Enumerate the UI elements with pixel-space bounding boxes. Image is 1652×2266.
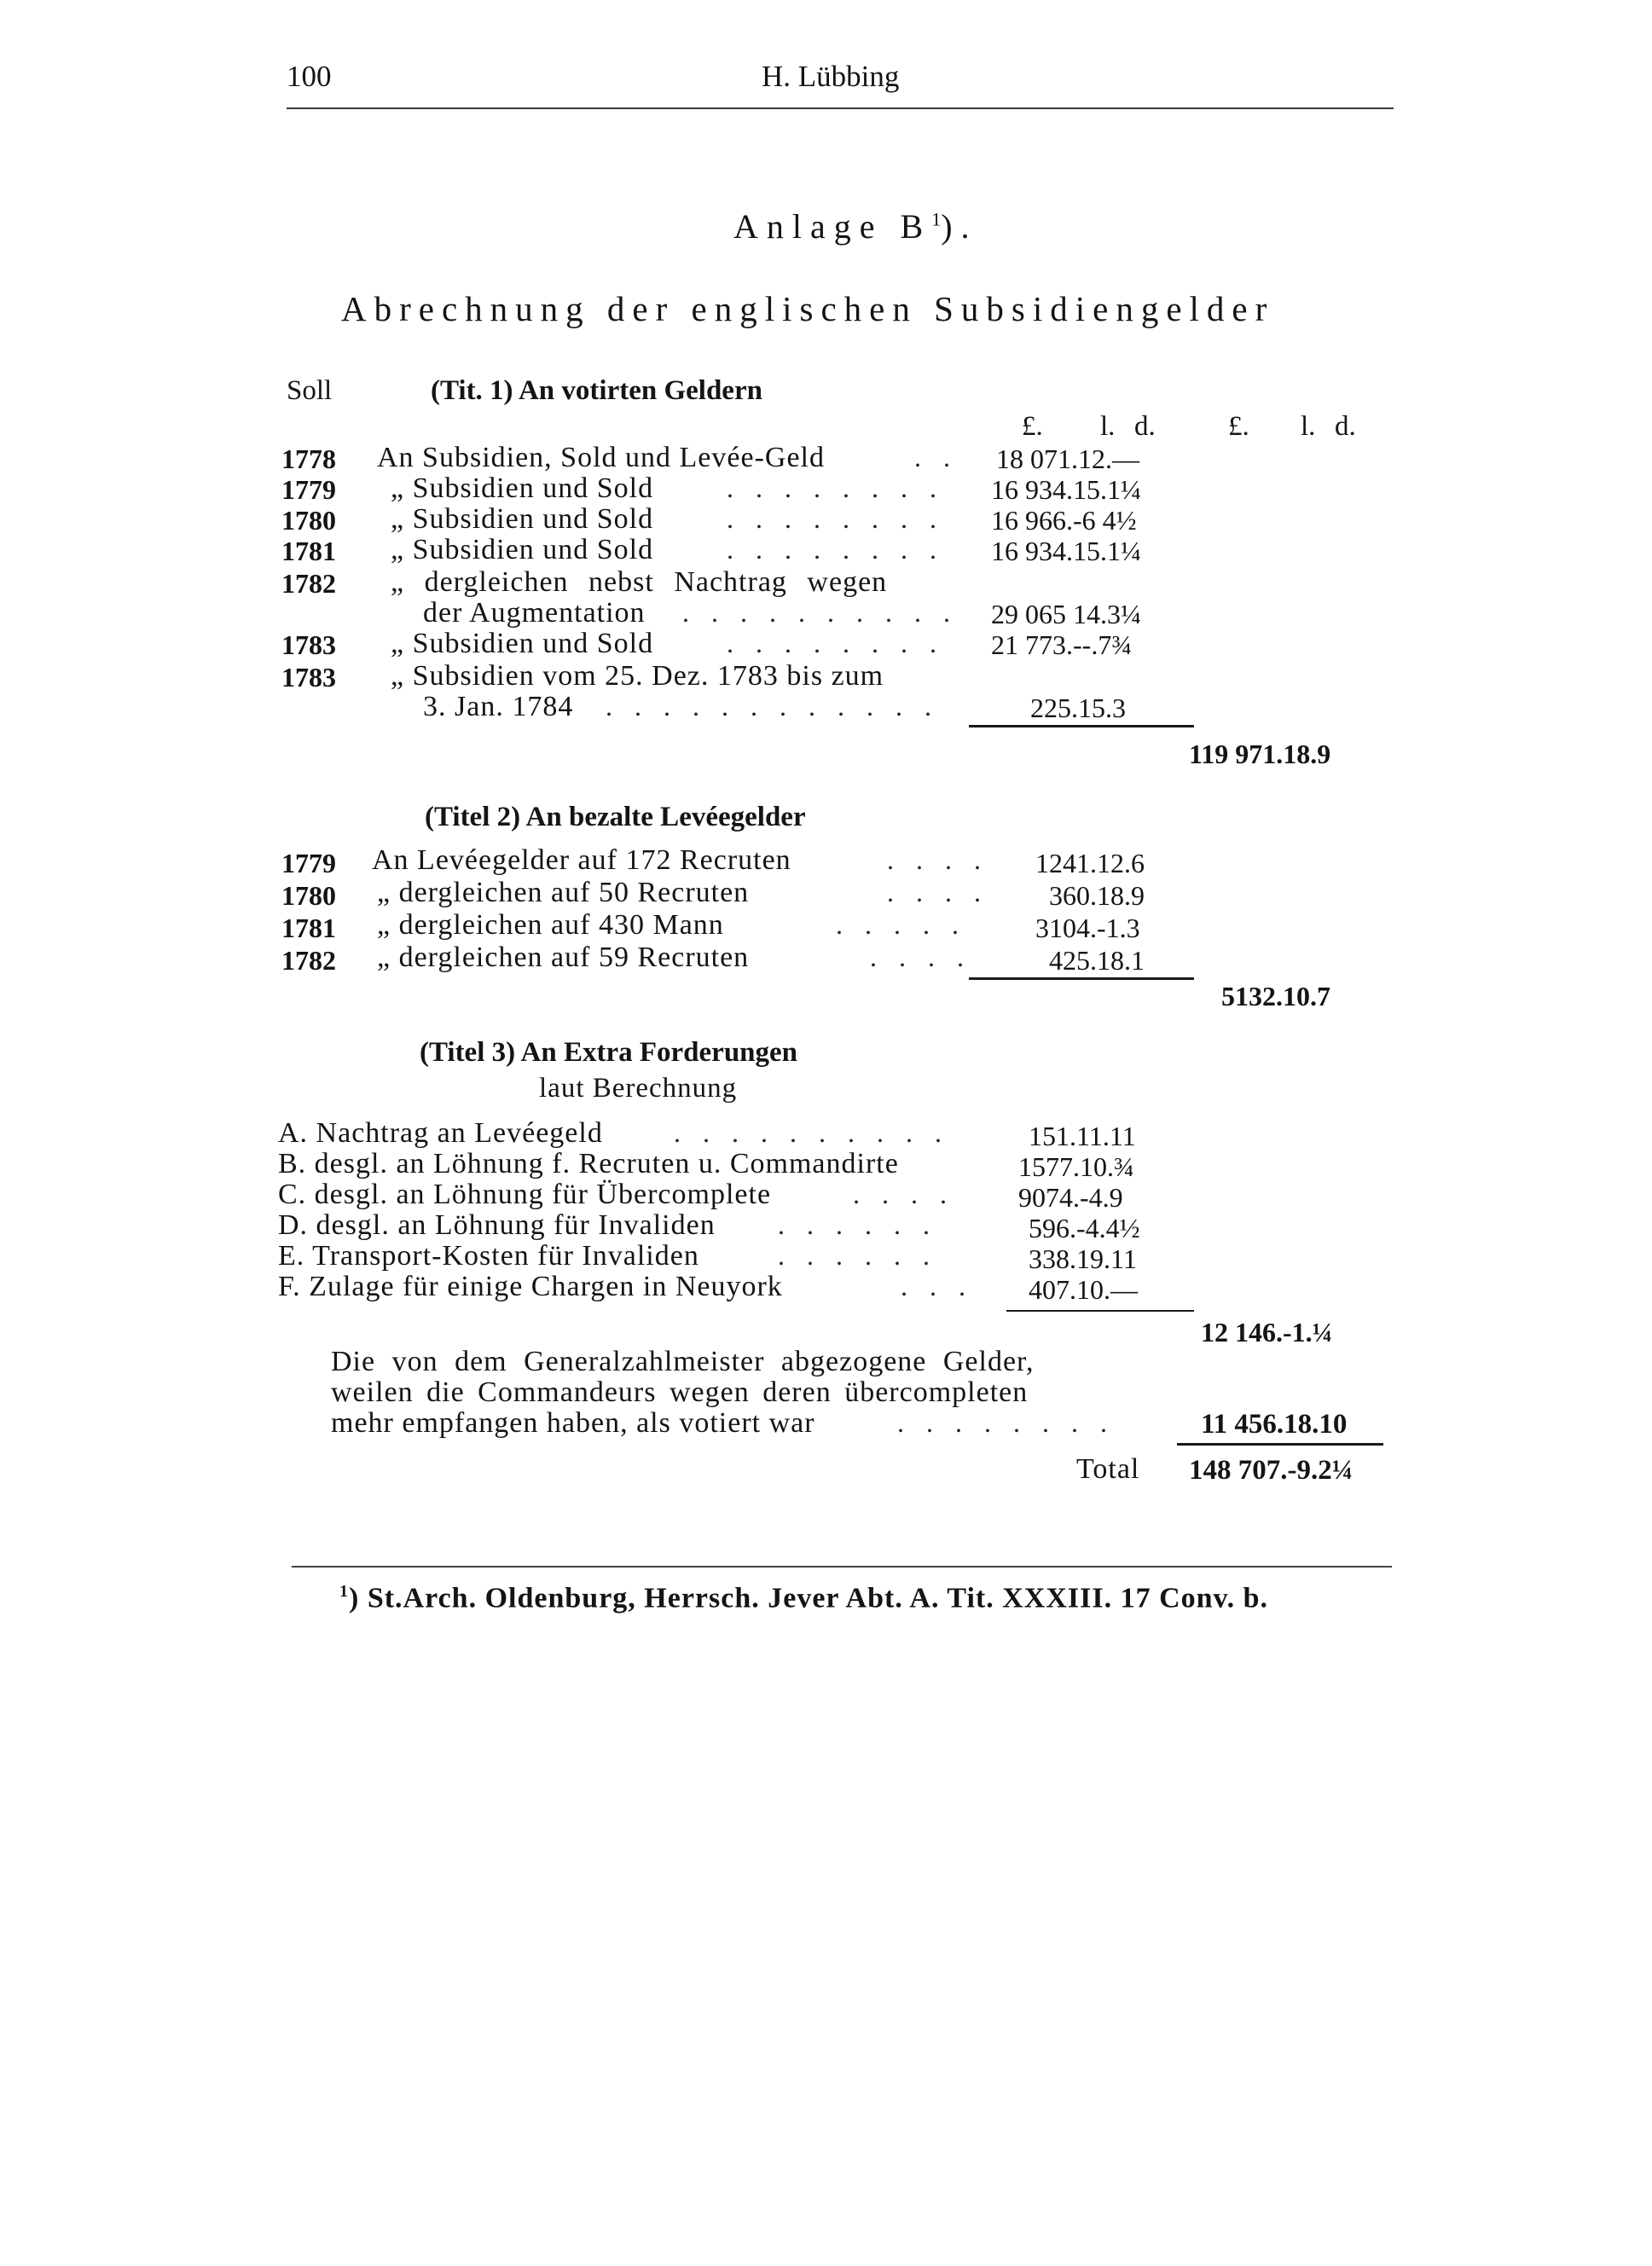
running-title: H. Lübbing	[762, 60, 900, 93]
table-row-amount: 1577.10.¾	[1018, 1151, 1134, 1182]
col-shilling: l.	[1100, 411, 1116, 442]
leader-dots: . . . . . . . . . .	[682, 597, 958, 628]
leader-dots: . . . . . .	[778, 1240, 937, 1271]
deduction-amount: 11 456.18.10	[1201, 1409, 1348, 1440]
leader-dots: . . . . . . . .	[727, 534, 944, 565]
table-row-amount: 360.18.9	[1049, 880, 1145, 911]
grand-total-label: Total	[1076, 1453, 1140, 1485]
leader-dots: . . . . . . . . . .	[674, 1117, 949, 1148]
leader-dots: . . . .	[887, 844, 988, 875]
leader-dots: . . . . . . . . . . . .	[606, 691, 939, 722]
col-shilling-2: l.	[1301, 411, 1316, 442]
section3-heading: (Titel 3) An Extra Forderungen	[420, 1037, 798, 1068]
table-row-year: 1782	[281, 945, 336, 976]
section1-total: 119 971.18.9	[1189, 739, 1331, 769]
table-row-amount: 225.15.3	[1030, 693, 1126, 723]
table-row-text: „ Subsidien und Sold	[391, 628, 654, 659]
sum-rule	[1177, 1443, 1383, 1446]
header-rule	[287, 107, 1394, 109]
section2-heading: (Titel 2) An bezalte Levéegelder	[425, 802, 806, 832]
table-row-amount: 18 071.12.—	[996, 443, 1139, 474]
table-row-amount: 596.-4.4½	[1029, 1213, 1140, 1243]
leader-dots: . . . .	[887, 877, 988, 907]
page-title: Abrechnung der englischen Subsidiengelder	[341, 289, 1275, 328]
table-row-amount: 16 966.-6 4½	[991, 505, 1137, 536]
table-row-year: 1780	[281, 505, 336, 536]
leader-dots: . . . . . .	[778, 1209, 937, 1240]
deduction-line: Die von dem Generalzahlmeister abgezogene Gelder,	[331, 1346, 1035, 1377]
table-row-year: 1778	[281, 443, 336, 474]
table-row-text: B. desgl. an Löhnung f. Recruten u. Commandirte	[278, 1148, 899, 1179]
leader-dots: . . . . . . . .	[727, 628, 944, 658]
table-row-text-continued: der Augmentation	[423, 597, 646, 629]
table-row-year: 1783	[281, 629, 336, 660]
col-pound: £.	[1022, 411, 1043, 442]
table-row-text: „ dergleichen nebst Nachtrag wegen	[391, 566, 888, 598]
col-pence-2: d.	[1335, 411, 1356, 442]
table-row-amount: 425.18.1	[1049, 945, 1145, 976]
table-row-year: 1780	[281, 880, 336, 911]
leader-dots: . . . . .	[836, 909, 966, 940]
table-row-text: A. Nachtrag an Levéegeld	[278, 1117, 603, 1149]
table-row-amount: 9074.-4.9	[1018, 1182, 1123, 1213]
section3-total: 12 146.-1.¼	[1201, 1317, 1333, 1347]
table-row-amount: 29 065 14.3¼	[991, 599, 1141, 629]
table-row-amount: 21 773.--.7¾	[991, 629, 1133, 660]
table-row-text: An Subsidien, Sold und Levée-Geld	[377, 442, 825, 473]
table-row-year: 1783	[281, 662, 336, 693]
table-row-text: „ dergleichen auf 59 Recruten	[377, 942, 750, 973]
table-row-text: An Levéegelder auf 172 Recruten	[372, 844, 791, 876]
appendix-label: Anlage $B^1$).	[733, 207, 978, 246]
sum-rule	[969, 977, 1194, 980]
table-row-text-continued: 3. Jan. 1784	[423, 691, 574, 722]
table-row-amount: 338.19.11	[1029, 1243, 1137, 1274]
leader-dots: . . . .	[853, 1179, 954, 1209]
deduction-line: weilen die Commandeurs wegen deren übercompleten	[331, 1376, 1029, 1408]
table-row-text: „ dergleichen auf 430 Mann	[377, 909, 724, 941]
leader-dots: . . . .	[870, 942, 971, 972]
section3-subheading: laut Berechnung	[539, 1073, 738, 1104]
table-row-amount: 1241.12.6	[1035, 848, 1145, 878]
col-pound-2: £.	[1228, 411, 1249, 442]
footnote: $^1$) St.Arch. Oldenburg, Herrsch. Jever Abt. A. Tit. XXXIII. 17 Conv. b.	[339, 1582, 1269, 1614]
col-pence: d.	[1134, 411, 1156, 442]
table-row-text: „ dergleichen auf 50 Recruten	[377, 877, 750, 908]
table-row-text: F. Zulage für einige Chargen in Neuyork	[278, 1271, 783, 1302]
table-row-amount: 407.10.—	[1029, 1274, 1138, 1305]
table-row-year: 1781	[281, 536, 336, 566]
leader-dots: . . . . . . . .	[727, 472, 944, 503]
table-row-year: 1779	[281, 848, 336, 878]
sum-rule	[1006, 1310, 1194, 1312]
table-row-year: 1782	[281, 568, 336, 599]
table-row-text: „ Subsidien und Sold	[391, 472, 654, 504]
leader-dots: . . . . . . . .	[727, 503, 944, 534]
grand-total-amount: 148 707.-9.2¼	[1189, 1455, 1353, 1486]
soll-label: Soll	[287, 375, 333, 406]
table-row-text: C. desgl. an Löhnung für Übercomplete	[278, 1179, 772, 1210]
section2-total: 5132.10.7	[1221, 981, 1330, 1011]
leader-dots: . . . . . . . .	[897, 1407, 1115, 1438]
appendix-note-mark: 1	[931, 208, 942, 230]
table-row-year: 1779	[281, 474, 336, 505]
leader-dots: . .	[914, 442, 958, 472]
table-row-year: 1781	[281, 913, 336, 943]
table-row-amount: 3104.-1.3	[1035, 913, 1140, 943]
table-row-amount: 16 934.15.1¼	[991, 536, 1141, 566]
deduction-line: mehr empfangen haben, als votiert war	[331, 1407, 815, 1439]
table-row-text: D. desgl. an Löhnung für Invaliden	[278, 1209, 716, 1241]
section1-heading: (Tit. 1) An votirten Geldern	[431, 375, 762, 406]
table-row-text: E. Transport-Kosten für Invaliden	[278, 1240, 699, 1272]
sum-rule	[969, 725, 1194, 727]
table-row-text: „ Subsidien vom 25. Dez. 1783 bis zum	[391, 660, 884, 692]
table-row-amount: 151.11.11	[1029, 1121, 1136, 1151]
table-row-amount: 16 934.15.1¼	[991, 474, 1141, 505]
table-row-text: „ Subsidien und Sold	[391, 534, 654, 565]
page-number: 100	[287, 60, 332, 93]
footnote-rule	[292, 1566, 1392, 1568]
leader-dots: . . .	[901, 1271, 973, 1301]
table-row-text: „ Subsidien und Sold	[391, 503, 654, 535]
footnote-mark: 1	[339, 1582, 349, 1601]
